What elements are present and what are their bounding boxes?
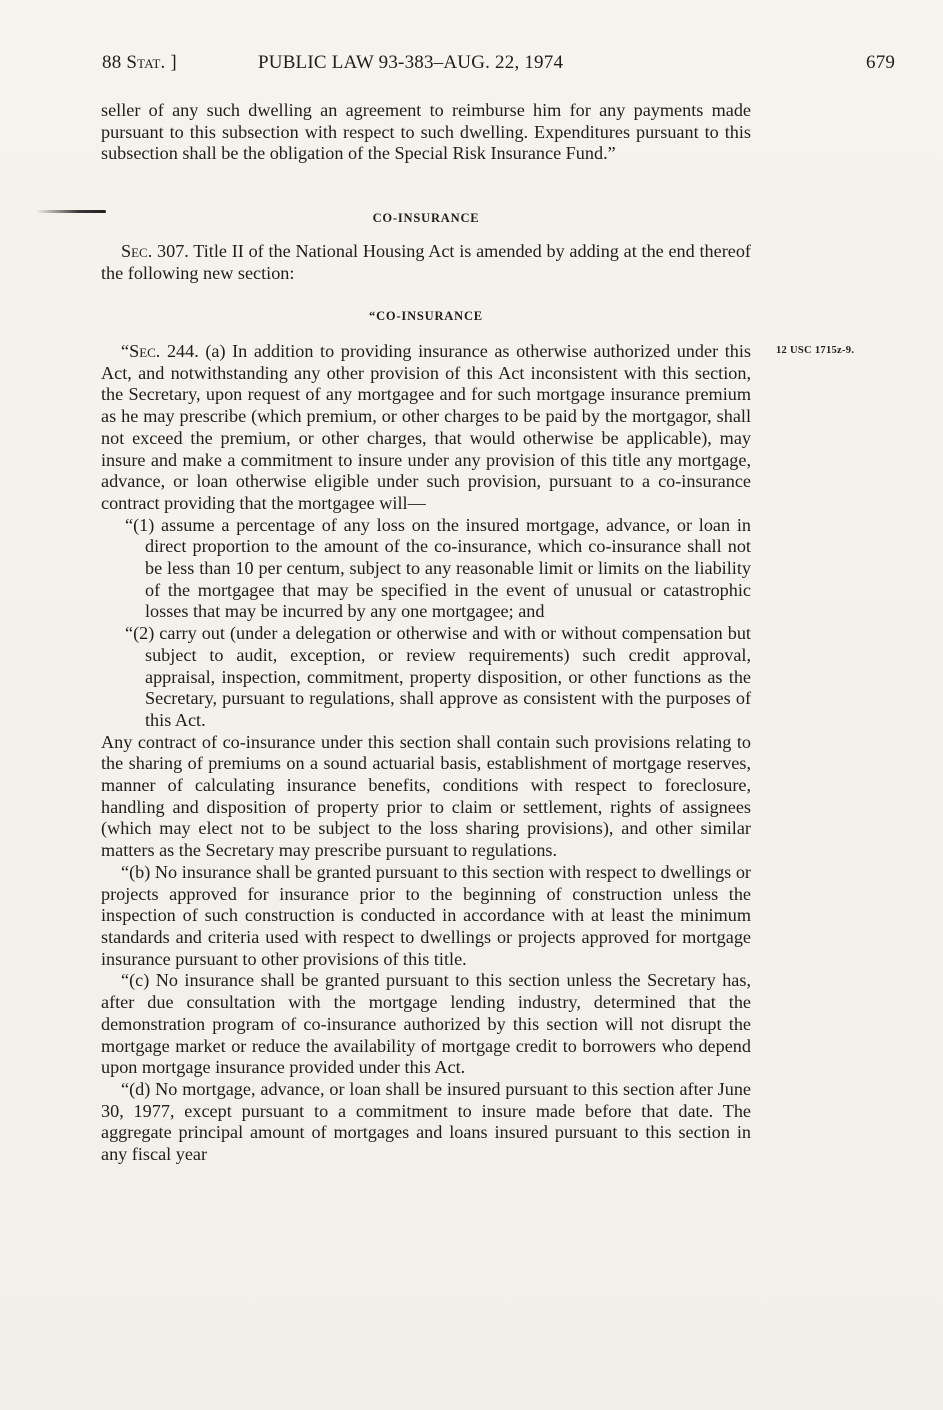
section-intro-body: 307. Title II of the National Housing Act is amended by adding at the end thereof the following new section:: [101, 241, 751, 283]
section-intro-text: [101, 241, 751, 284]
paragraph-d: “(d) No mortgage, advance, or loan shall be insured pursuant to this section after June 30, 1977, except pursuant to a commitment to insure made before that date. The aggregate principal amount of mortgages and loans insured pursuant to this section in any fiscal year: [101, 1078, 751, 1165]
section-label: Sec.: [121, 241, 153, 261]
new-section-heading: “CO-INSURANCE: [369, 309, 483, 323]
page-number: 679: [866, 52, 896, 73]
paragraph-b: “(b) No insurance shall be granted pursuant to this section with respect to dwellings or projects approved for insurance prior to the beginning of construction unless the inspection of such construction is conducted in accordance with at least the minimum standards and criteria used with respect to dwellings or projects approved for mortgage insurance pursuant to other provisions of this title.: [101, 861, 751, 969]
page-running-title: PUBLIC LAW 93-383–AUG. 22, 1974: [258, 52, 564, 73]
intro-paragraph-text: seller of any such dwelling an agreement to reimburse him for any payments made pursuant to this subsection with respect to such dwelling. Expenditures pursuant to this subsection shall be the obligation of the Special Risk Insurance Fund.”: [101, 100, 751, 164]
list-item: “(1) assume a percentage of any loss on the insured mortgage, advance, or loan in direct proportion to the amount of the co-insurance, which co-insurance shall not be less than 10 per centum, subject to any reasonable limit or limits on the liability of the mortgagee that may be specified in the event of unusual or catastrophic losses that may be incurred by any one mortgagee; and: [125, 514, 751, 622]
section-244-label: “Sec.: [121, 341, 161, 361]
main-body: [101, 341, 751, 1166]
volume-reference: 88 Stat. ]: [102, 52, 177, 73]
list-item: “(2) carry out (under a delegation or otherwise and with or without compensation but subject to audit, exception, or review requirements) such credit approval, appraisal, inspection, commitment, property disposition, or other functions as the Secretary, pursuant to regulations, shall approve as consistent with the purposes of this Act.: [125, 623, 751, 730]
margin-citation: 12 USC 1715z-9.: [776, 345, 855, 356]
section-244-paragraph: [101, 341, 751, 515]
section-intro: [101, 241, 751, 284]
section-244-body: 244. (a) In addition to providing insurance as otherwise authorized under this Act, and notwithstanding any other provision of this Act inconsistent with this section, the Secretary, upon request of any mortgagee and for such mortgage insurance premium as he may prescribe (which premium, or other charges to be paid by the mortgagor, shall not exceed the premium, or other charges, that would otherwise be applicable), may insure and make a commitment to insure under any provision of this title any mortgage, advance, or loan otherwise eligible under such provision, pursuant to a co-insurance contract providing that the mortgagee will—: [101, 341, 751, 513]
ink-mark: [36, 210, 106, 213]
section-heading: CO-INSURANCE: [372, 211, 480, 225]
contract-paragraph: Any contract of co-insurance under this section shall contain such provisions relating to the sharing of premiums on a sound actuarial basis, establishment of mortgage reserves, manner of calculating insurance benefits, conditions with respect to foreclosure, handling and disposition of property prior to claim or settlement, rights of assignees (which may elect not to be subject to the loss sharing provisions), and other similar matters as the Secretary may prescribe pursuant to regulations.: [101, 731, 751, 861]
intro-paragraph: [101, 100, 751, 165]
paragraph-c: “(c) No insurance shall be granted pursuant to this section unless the Secretary has, after due consultation with the mortgage lending industry, determined that the demonstration program of co-insurance authorized by this section will not disrupt the mortgage market or reduce the availability of mortgage credit to borrowers who depend upon mortgage insurance provided under this Act.: [101, 970, 751, 1078]
